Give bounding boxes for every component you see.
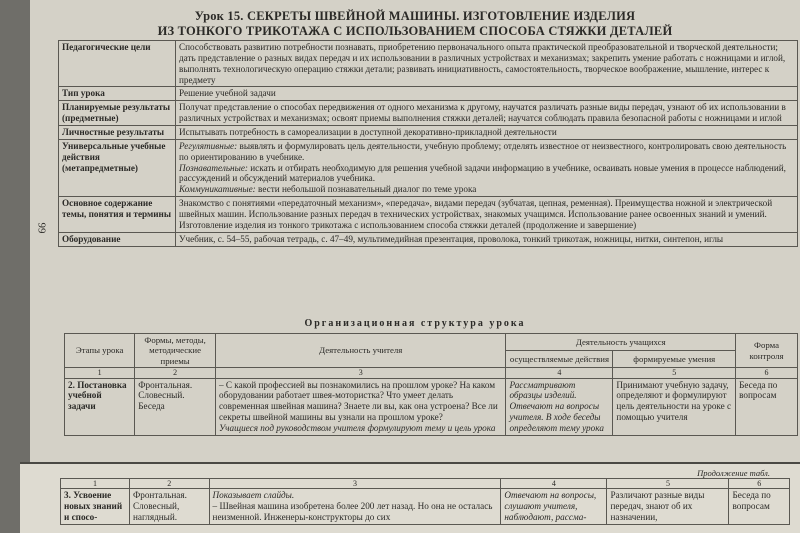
komm-label: Коммуникативные: xyxy=(179,184,256,195)
row-label: Личностные результаты xyxy=(59,126,176,140)
forms-cell: Фронтальная. Словесный. Беседа xyxy=(135,378,216,435)
row-label: Универсальные учебные действия (метапредметные) xyxy=(59,139,176,196)
row-text: Получат представление о способах передвижения от одного механизма к другому, научатся различать разные виды передач, узнают об их использовании в различных устройствах и механизмах; освоят приемы выполнения стяжки деталей; научатся соблюдать правила безопасной работы с ножницами и иглой xyxy=(176,101,798,126)
header-students: Деятельность учащихся xyxy=(506,334,736,351)
col-num: 3 xyxy=(215,368,505,378)
column-number-row xyxy=(65,368,798,378)
col-num: 6 xyxy=(736,368,798,378)
row-label: Оборудование xyxy=(59,232,176,246)
row-text: Учебник, с. 54–55, рабочая тетрадь, с. 47–49, мультимедийная презентация, проволока, тонкий трикотаж, ножницы, нитки, синтепон, иглы xyxy=(176,232,798,246)
col-num: 1 xyxy=(65,368,135,378)
stage-cell: 2. Постановка учебной задачи xyxy=(65,378,135,435)
header-skills: формируемые умения xyxy=(613,351,736,368)
table-row xyxy=(61,489,790,525)
row-text: Решение учебной задачи xyxy=(176,87,798,101)
skills-cell: Различают разные виды передач, знают об их назначении, xyxy=(607,489,729,525)
stage-cell: 3. Усвоение новых знаний и спосо- xyxy=(61,489,130,525)
table-row xyxy=(59,101,798,126)
book-page-top xyxy=(30,0,800,462)
komm-text: вести небольшой познавательный диалог по теме урока xyxy=(258,184,477,195)
col-num: 5 xyxy=(607,479,729,489)
teacher-cell xyxy=(215,378,505,435)
skills-cell: Принимают учебную задачу, определяют и формулируют цель деятельности на уроке с помощью учителя xyxy=(613,378,736,435)
teacher-cell xyxy=(209,489,501,525)
col-num: 6 xyxy=(729,479,790,489)
teacher-label: Показывает слайды. xyxy=(212,490,295,501)
column-number-row xyxy=(61,479,790,489)
forms-cell: Фронтальная. Словесный, наглядный. xyxy=(129,489,209,525)
org-structure-continued-table xyxy=(60,478,790,525)
header-control: Форма контроля xyxy=(736,334,798,368)
row-text: Знакомство с понятиями «передаточный механизм», «передача», видами передач (зубчатая, цепная, ременная). Преимущества ножной и электрической швейных машин. Использование разных передач в технических устройствах, знакомых учащимся. Использование ранее освоенных знаний и умений. Изготовление изделия из тонкого трикотажа с использованием способа стяжки деталей (продолжение и завершение) xyxy=(176,197,798,233)
pozn-label: Познавательные: xyxy=(179,162,248,173)
continuation-label: Продолжение табл. xyxy=(697,468,770,478)
row-label: Основное содержание темы, понятия и термины xyxy=(59,197,176,233)
org-structure-title: Организационная структура урока xyxy=(304,318,526,329)
reg-text: выявлять и формулировать цель деятельности, учебную проблему; отделять известное от неизвестного, контролировать свою деятельность по ориентированию в учебнике. xyxy=(179,140,787,162)
col-num: 4 xyxy=(506,368,613,378)
header-actions: осуществляемые действия xyxy=(506,351,613,368)
col-num: 2 xyxy=(135,368,216,378)
col-num: 5 xyxy=(613,368,736,378)
teacher-text: – Швейная машина изобретена более 200 лет назад. Но она не осталась неизменной. Инженеры-конструкторы до сих xyxy=(212,501,493,523)
table-row xyxy=(59,87,798,101)
org-structure-table xyxy=(64,333,798,436)
lesson-info-table xyxy=(58,40,798,247)
col-num: 1 xyxy=(61,479,130,489)
table-row xyxy=(59,41,798,87)
header-row xyxy=(65,334,798,351)
control-cell: Беседа по вопросам xyxy=(736,378,798,435)
col-num: 4 xyxy=(501,479,607,489)
page-number: 99 xyxy=(35,222,48,234)
teacher-text: – С какой профессией вы познакомились на прошлом уроке? На каком оборудовании работает швея-мотористка? Что умеет делать современная швейная машина? Знаете ли вы, как она устроена? Все ли секреты швейной машины вы узнали на прошлом уроке? xyxy=(218,379,498,423)
book-page-bottom xyxy=(20,462,800,533)
row-label: Педагогические цели xyxy=(59,41,176,87)
col-num: 2 xyxy=(129,479,209,489)
row-text: Способствовать развитию потребности познавать, приобретению первоначального опыта практической преобразовательной и творческой деятельности; дать представление о разных видах передач и их использовании в различных устройствах и механизмах; закрепить умение работать с ножницами и иглой, выполнять технологическую операцию стяжки детали; развивать инициативность, самостоятельность, творческое воображение, мышление, интерес к предмету xyxy=(176,41,798,87)
table-row xyxy=(59,197,798,233)
row-text: Испытывать потребность в самореализации в доступной декоративно-прикладной деятельности xyxy=(176,126,798,140)
lesson-title-line2: ИЗ ТОНКОГО ТРИКОТАЖА С ИСПОЛЬЗОВАНИЕМ СПОСОБА СТЯЖКИ ДЕТАЛЕЙ xyxy=(157,24,673,38)
control-cell: Беседа по вопросам xyxy=(729,489,790,525)
actions-cell: Рассматривают образцы изделий. Отвечают на вопросы учителя. В ходе беседы определяют тему урока xyxy=(506,378,613,435)
lesson-title-line1: Урок 15. СЕКРЕТЫ ШВЕЙНОЙ МАШИНЫ. ИЗГОТОВЛЕНИЕ ИЗДЕЛИЯ xyxy=(194,9,636,23)
header-teacher: Деятельность учителя xyxy=(215,334,505,368)
row-label: Тип урока xyxy=(59,87,176,101)
row-label: Планируемые результаты (предметные) xyxy=(59,101,176,126)
reg-label: Регулятивные: xyxy=(179,140,238,151)
table-row xyxy=(65,378,798,435)
col-num: 3 xyxy=(209,479,501,489)
table-row xyxy=(59,139,798,196)
table-row xyxy=(59,126,798,140)
row-text xyxy=(176,139,798,196)
header-stages: Этапы урока xyxy=(65,334,135,368)
table-row xyxy=(59,232,798,246)
teacher-note: Учащиеся под руководством учителя формулируют тему и цель урока xyxy=(218,423,496,433)
pozn-text: искать и отбирать необходимую для решения учебной задачи информацию в учебнике, осваивать новые умения в процессе наблюдений, рассуждений и обсуждений материалов учебника. xyxy=(179,162,786,184)
header-forms: Формы, методы, методические приемы xyxy=(135,334,216,368)
actions-cell: Отвечают на вопросы, слушают учителя, наблюдают, рассма- xyxy=(501,489,607,525)
